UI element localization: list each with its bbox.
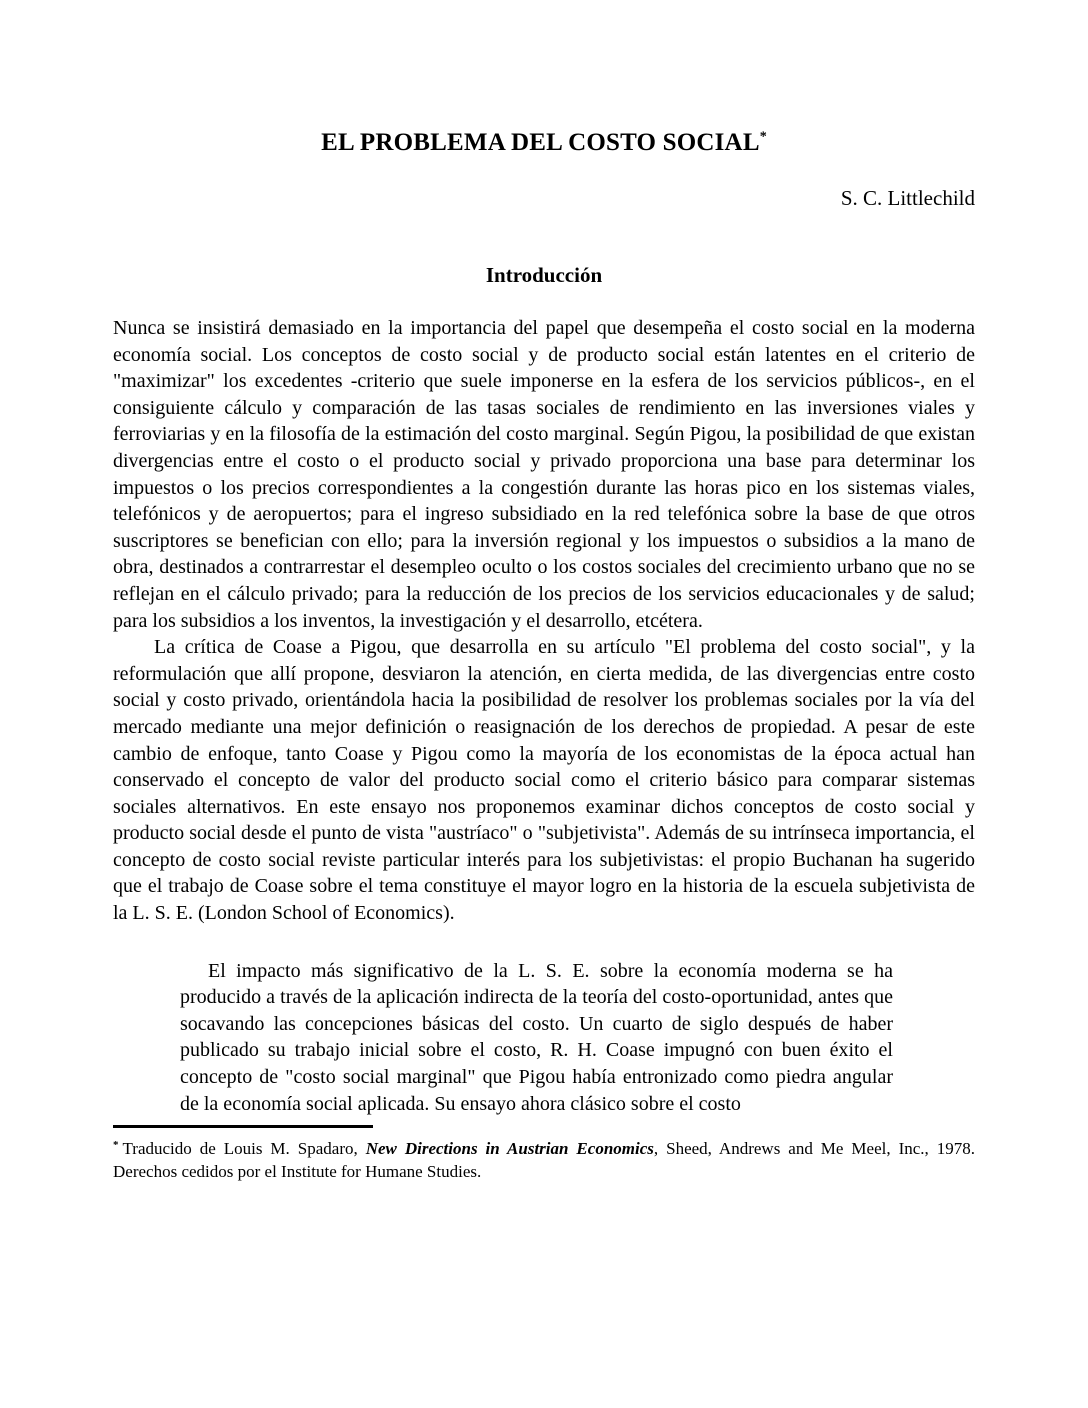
- title-footnote-marker: *: [759, 129, 767, 145]
- page-content: [113, 0, 975, 1183]
- footnote-marker: *: [113, 1138, 119, 1151]
- paragraph-2: La crítica de Coase a Pigou, que desarrolla en su artículo "El problema del costo social", y la reformulación que allí propone, desviaron la atención, en cierta medida, de las divergencias entre costo social y costo privado, orientándola hacia la posibilidad de resolver los problemas sociales por la vía del mercado mediante una mejor definición o reasignación de los derechos de propiedad. A pesar de este cambio de enfoque, tanto Coase y Pigou como la mayoría de los economistas de la época actual han conservado el concepto de valor del producto social como el criterio básico para comparar sistemas sociales alternativos. En este ensayo nos proponemos examinar dichos conceptos de costo social y producto social desde el punto de vista "austríaco" o "subjetivista". Además de su intrínseca importancia, el concepto de costo social reviste particular interés para los subjetivistas: el propio Buchanan ha sugerido que el trabajo de Coase sobre el tema constituye el mayor logro en la historia de la escuela subjetivista de la L. S. E. (London School of Economics).: [113, 636, 975, 925]
- author-name: S. C. Littlechild: [840, 186, 975, 210]
- footnote-work-title: New Directions in Austrian Economics: [365, 1139, 654, 1159]
- page-title: [113, 127, 975, 158]
- section-heading: Introducción: [485, 263, 603, 287]
- page-title-text: EL PROBLEMA DEL COSTO SOCIAL: [321, 129, 760, 156]
- footnote-text-after-work: , Sheed, Andrews and Me Meel, Inc., 1978. Derechos cedidos por el Institute for Humane Studies.: [113, 1139, 975, 1182]
- footnote-separator-rule: [113, 1125, 373, 1128]
- footnote-text-before-work: Traducido de Louis M. Spadaro,: [122, 1139, 366, 1159]
- block-quote: El impacto más significativo de la L. S. E. sobre la economía moderna se ha producido a través de la aplicación indirecta de la teoría del costo-oportunidad, antes que socavando las concepciones básicas del costo. Un cuarto de siglo después de haber publicado su trabajo inicial sobre el costo, R. H. Coase impugnó con buen éxito el concepto de "costo social marginal" que Pigou había entronizado como piedra angular de la economía social aplicada. Su ensayo ahora clásico sobre el costo: [180, 959, 893, 1115]
- paragraph-1: Nunca se insistirá demasiado en la importancia del papel que desempeña el costo social en la moderna economía social. Los conceptos de costo social y de producto social están latentes en el criterio de "maximizar" los excedentes -criterio que suele imponerse en la esfera de los servicios públicos-, en el consiguiente cálculo y comparación de las tasas sociales de rendimiento en las inversiones viales y ferroviarias y en la filosofía de la estimación del costo marginal. Según Pigou, la posibilidad de que existan divergencias entre el costo o el producto social y privado proporciona una base para determinar los impuestos o los precios correspondientes a la congestión durante las horas pico en los sistemas viales, telefónicos y de aeropuertos; para el ingreso subsidiado en la red telefónica sobre la base de que otros suscriptores se benefician con ello; para la inversión regional y los impuestos o subsidios a la mano de obra, destinados a contrarrestar el desempleo oculto o los costos sociales del crecimiento urbano que no se reflejan en el cálculo privado; para la reducción de los precios de los servicios educacionales y de salud; para los subsidios a los inventos, la investigación y el desarrollo, etcétera.: [113, 317, 975, 632]
- footnote: [113, 1137, 975, 1183]
